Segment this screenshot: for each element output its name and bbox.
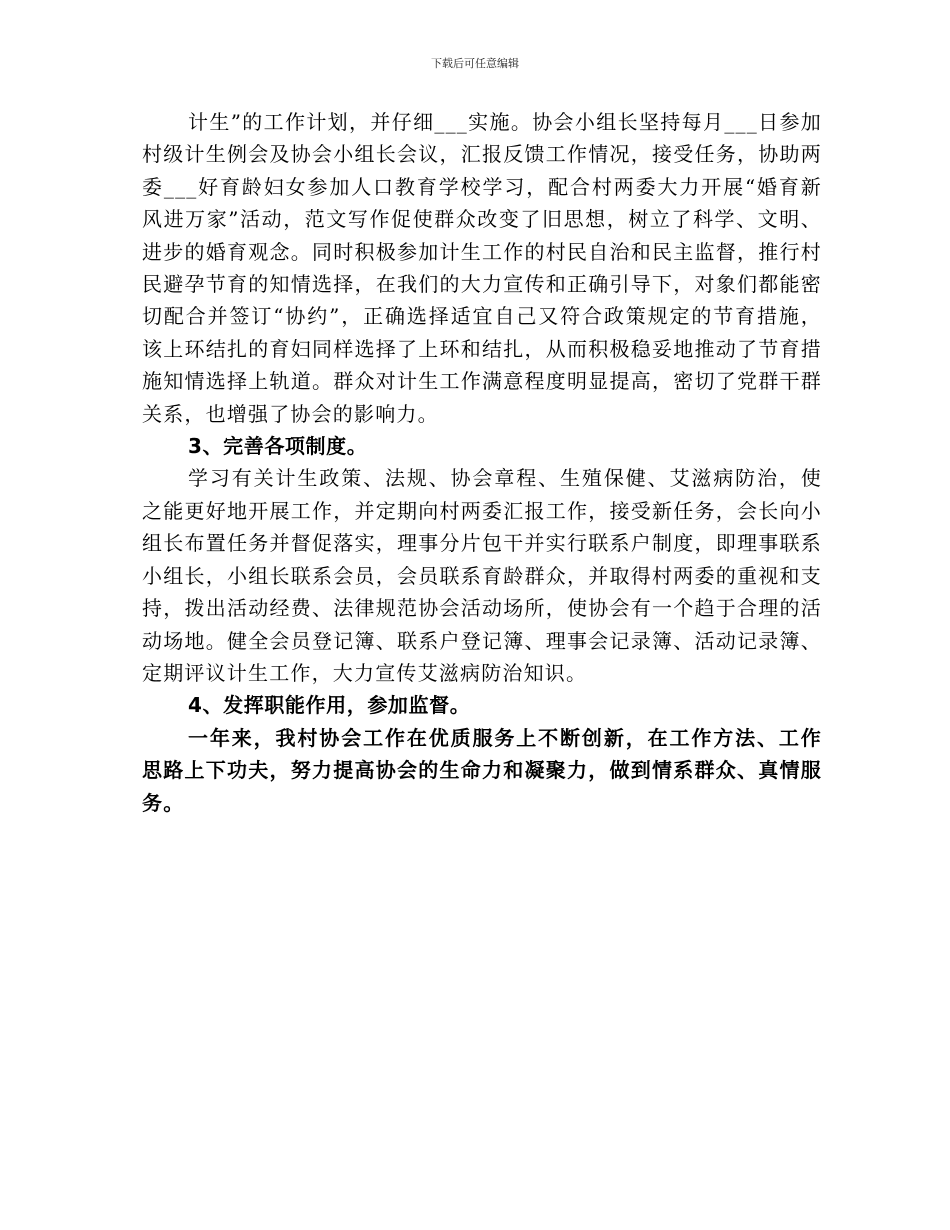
paragraph-summary: 一年来，我村协会工作在优质服务上不断创新，在工作方法、工作思路上下功夫，努力提高协会的生命力和凝聚力，做到情系群众、真情服务。 xyxy=(142,725,822,815)
page-header-note: 下载后可任意编辑 xyxy=(431,57,519,70)
document-body xyxy=(142,106,822,819)
paragraph-plan-implementation: 计生”的工作计划，并仔细___实施。协会小组长坚持每月___日参加村级计生例会及协会小组长会议，汇报反馈工作情况，接受任务，协助两委___好育龄妇女参加人口教育学校学习，配合村两委大力开展“婚育新风进万家”活动，范文写作促使群众改变了旧思想，树立了科学、文明、进步的婚育观念。同时积极参加计生工作的村民自治和民主监督，推行村民避孕节育的知情选择，在我们的大力宣传和正确引导下，对象们都能密切配合并签订“协约”，正确选择适宜自己又符合政策规定的节育措施，该上环结扎的育妇同样选择了上环和结扎，从而积极稳妥地推动了节育措施知情选择上轨道。群众对计生工作满意程度明显提高，密切了党群干群关系，也增强了协会的影响力。 xyxy=(142,110,822,426)
paragraph-system-improvement: 学习有关计生政策、法规、协会章程、生殖保健、艾滋病防治，使之能更好地开展工作，并定期向村两委汇报工作，接受新任务，会长向小组长布置任务并督促落实，理事分片包干并实行联系户制度，即理事联系小组长，小组长联系会员，会员联系育龄群众，并取得村两委的重视和支持，拨出活动经费、法律规范协会活动场所，使协会有一个趋于合理的活动场地。健全会员登记簿、联系户登记簿、理事会记录簿、活动记录簿、定期评议计生工作，大力宣传艾滋病防治知识。 xyxy=(142,466,822,685)
section-heading-4: 4、发挥职能作用，参加监督。 xyxy=(188,693,471,718)
section-heading-3: 3、完善各项制度。 xyxy=(188,434,368,459)
